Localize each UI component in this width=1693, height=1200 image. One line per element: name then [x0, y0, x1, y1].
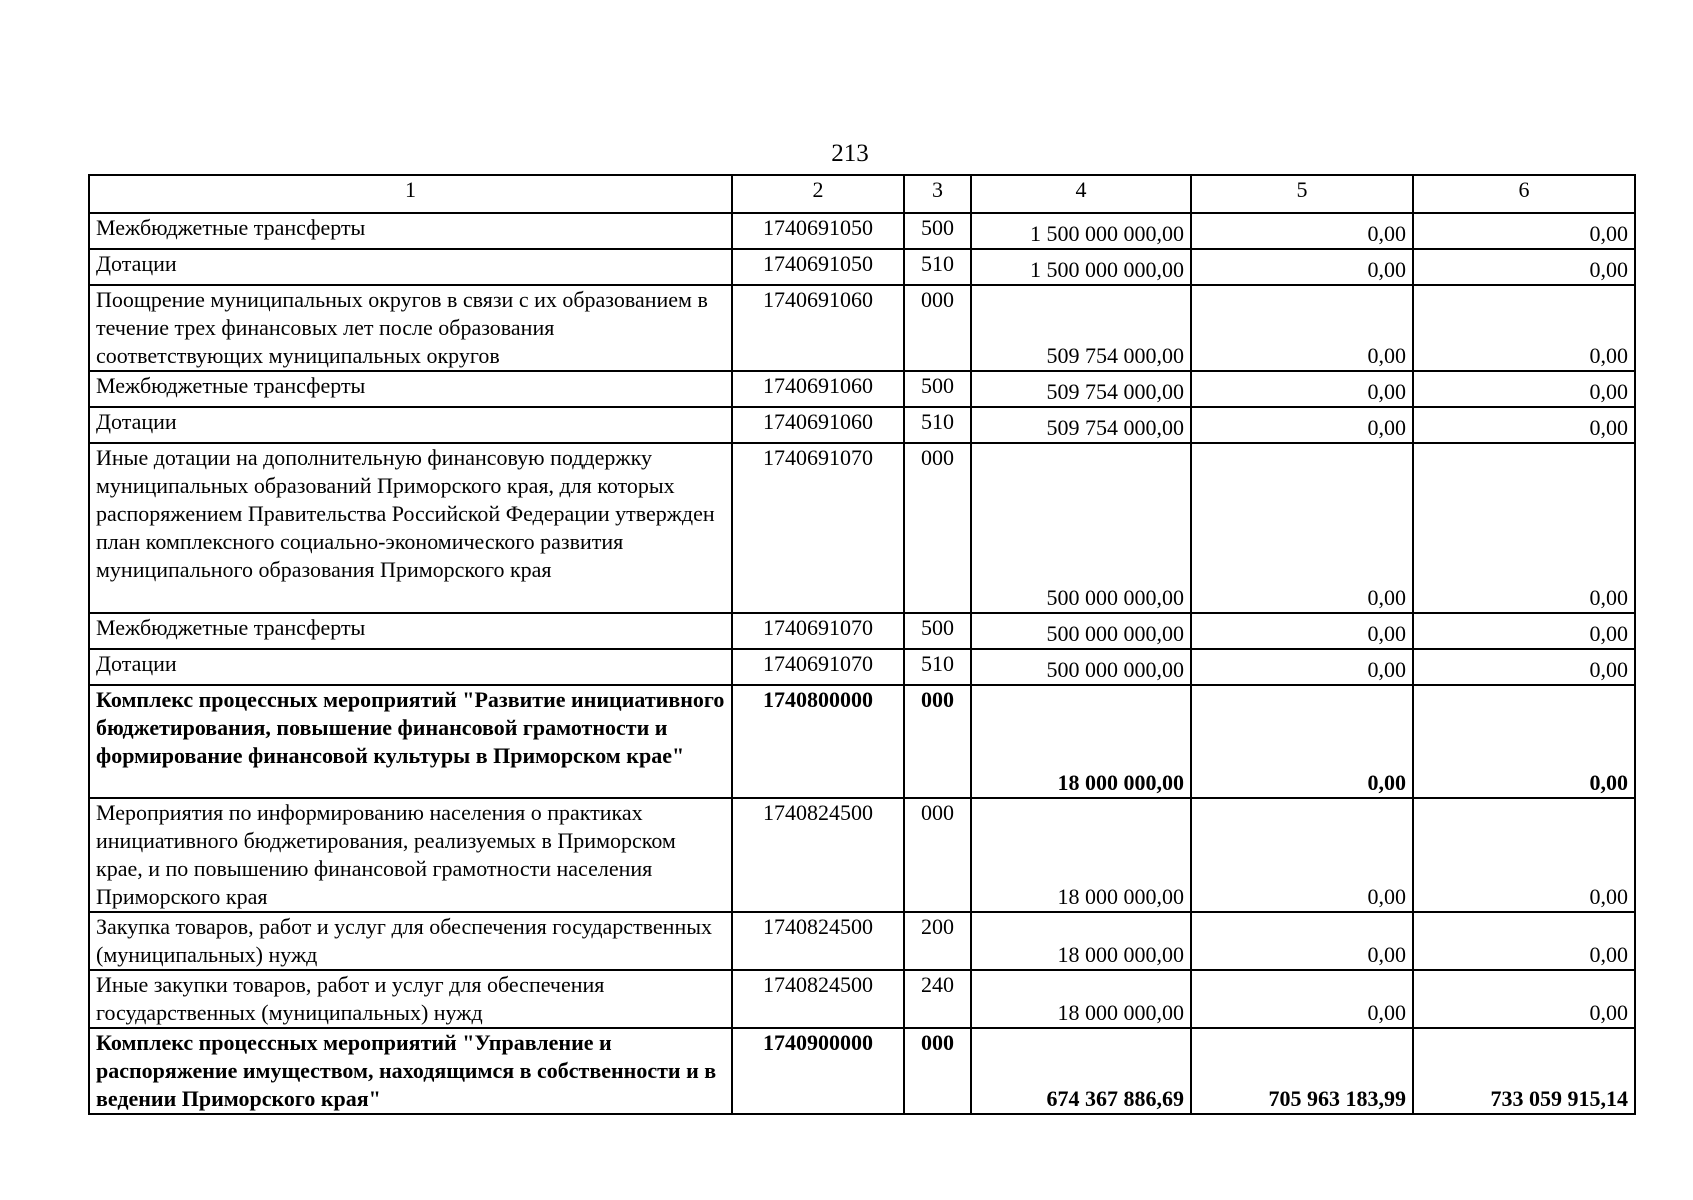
row-value-col5: 0,00: [1191, 249, 1413, 285]
row-value-col4: 500 000 000,00: [971, 649, 1191, 685]
row-code: 1740824500: [732, 912, 904, 970]
row-value-col6: 0,00: [1413, 970, 1635, 1028]
row-name: Поощрение муниципальных округов в связи с их образованием в течение трех финансовых лет после образования соответствующих муниципальных округов: [89, 285, 732, 371]
row-type: 000: [904, 1028, 971, 1114]
row-value-col6: 0,00: [1413, 613, 1635, 649]
row-value-col6: 0,00: [1413, 371, 1635, 407]
row-code: 1740800000: [732, 685, 904, 798]
row-value-col6: 0,00: [1413, 912, 1635, 970]
row-code: 1740691070: [732, 649, 904, 685]
row-value-col4: 18 000 000,00: [971, 912, 1191, 970]
row-value-col6: 0,00: [1413, 443, 1635, 613]
table-row: [89, 685, 1635, 798]
row-code: 1740691050: [732, 249, 904, 285]
table-row: [89, 407, 1635, 443]
row-code: 1740691050: [732, 213, 904, 249]
row-name: Комплекс процессных мероприятий "Развитие инициативного бюджетирования, повышение финансовой грамотности и формирование финансовой культуры в Приморском крае": [89, 685, 732, 798]
column-header: 5: [1191, 175, 1413, 213]
table-row: [89, 649, 1635, 685]
column-header: 6: [1413, 175, 1635, 213]
column-header: 3: [904, 175, 971, 213]
table-row: [89, 1028, 1635, 1114]
row-type: 000: [904, 285, 971, 371]
row-type: 510: [904, 649, 971, 685]
row-value-col6: 0,00: [1413, 285, 1635, 371]
row-name: Иные дотации на дополнительную финансовую поддержку муниципальных образований Приморского края, для которых распоряжением Правительства Российской Федерации утвержден план комплексного социально-экономического развития муниципального образования Приморского края: [89, 443, 732, 613]
row-code: 1740691060: [732, 371, 904, 407]
table-row: [89, 443, 1635, 613]
row-value-col6: 733 059 915,14: [1413, 1028, 1635, 1114]
column-header: 1: [89, 175, 732, 213]
row-name: Иные закупки товаров, работ и услуг для обеспечения государственных (муниципальных) нужд: [89, 970, 732, 1028]
row-type: 510: [904, 249, 971, 285]
row-value-col4: 1 500 000 000,00: [971, 249, 1191, 285]
budget-table: [88, 174, 1636, 1115]
row-value-col4: 18 000 000,00: [971, 798, 1191, 912]
page-number: 213: [831, 140, 869, 167]
row-name: Дотации: [89, 249, 732, 285]
row-name: Дотации: [89, 649, 732, 685]
row-value-col4: 500 000 000,00: [971, 613, 1191, 649]
row-code: 1740691070: [732, 443, 904, 613]
row-value-col5: 0,00: [1191, 970, 1413, 1028]
row-name: Межбюджетные трансферты: [89, 213, 732, 249]
row-value-col5: 0,00: [1191, 285, 1413, 371]
row-value-col5: 0,00: [1191, 371, 1413, 407]
row-type: 240: [904, 970, 971, 1028]
row-value-col5: 0,00: [1191, 613, 1413, 649]
row-value-col6: 0,00: [1413, 649, 1635, 685]
column-header: 2: [732, 175, 904, 213]
row-value-col4: 674 367 886,69: [971, 1028, 1191, 1114]
row-name: Дотации: [89, 407, 732, 443]
row-value-col5: 705 963 183,99: [1191, 1028, 1413, 1114]
row-value-col4: 509 754 000,00: [971, 285, 1191, 371]
row-value-col5: 0,00: [1191, 912, 1413, 970]
table-header-row: [89, 175, 1635, 213]
row-code: 1740691060: [732, 407, 904, 443]
row-code: 1740900000: [732, 1028, 904, 1114]
row-value-col5: 0,00: [1191, 407, 1413, 443]
row-name: Мероприятия по информированию населения о практиках инициативного бюджетирования, реализуемых в Приморском крае, и по повышению финансовой грамотности населения Приморского края: [89, 798, 732, 912]
row-value-col5: 0,00: [1191, 798, 1413, 912]
column-header: 4: [971, 175, 1191, 213]
row-type: 500: [904, 213, 971, 249]
row-name: Межбюджетные трансферты: [89, 371, 732, 407]
row-type: 500: [904, 371, 971, 407]
row-value-col6: 0,00: [1413, 407, 1635, 443]
row-value-col5: 0,00: [1191, 685, 1413, 798]
row-name: Комплекс процессных мероприятий "Управление и распоряжение имуществом, находящимся в собственности и в ведении Приморского края": [89, 1028, 732, 1114]
row-type: 000: [904, 685, 971, 798]
row-type: 200: [904, 912, 971, 970]
table-row: [89, 912, 1635, 970]
table-row: [89, 249, 1635, 285]
row-code: 1740824500: [732, 798, 904, 912]
table-row: [89, 285, 1635, 371]
row-type: 500: [904, 613, 971, 649]
table-row: [89, 213, 1635, 249]
row-value-col4: 500 000 000,00: [971, 443, 1191, 613]
row-value-col4: 509 754 000,00: [971, 407, 1191, 443]
row-value-col5: 0,00: [1191, 443, 1413, 613]
row-code: 1740691070: [732, 613, 904, 649]
row-value-col6: 0,00: [1413, 685, 1635, 798]
row-code: 1740824500: [732, 970, 904, 1028]
row-name: Межбюджетные трансферты: [89, 613, 732, 649]
row-type: 510: [904, 407, 971, 443]
row-value-col4: 18 000 000,00: [971, 685, 1191, 798]
row-value-col5: 0,00: [1191, 213, 1413, 249]
row-value-col5: 0,00: [1191, 649, 1413, 685]
row-value-col4: 509 754 000,00: [971, 371, 1191, 407]
row-value-col6: 0,00: [1413, 798, 1635, 912]
row-type: 000: [904, 798, 971, 912]
table-row: [89, 371, 1635, 407]
table-row: [89, 970, 1635, 1028]
row-name: Закупка товаров, работ и услуг для обеспечения государственных (муниципальных) нужд: [89, 912, 732, 970]
row-value-col4: 18 000 000,00: [971, 970, 1191, 1028]
row-type: 000: [904, 443, 971, 613]
table-row: [89, 798, 1635, 912]
row-value-col4: 1 500 000 000,00: [971, 213, 1191, 249]
row-value-col6: 0,00: [1413, 213, 1635, 249]
table-row: [89, 613, 1635, 649]
row-code: 1740691060: [732, 285, 904, 371]
row-value-col6: 0,00: [1413, 249, 1635, 285]
